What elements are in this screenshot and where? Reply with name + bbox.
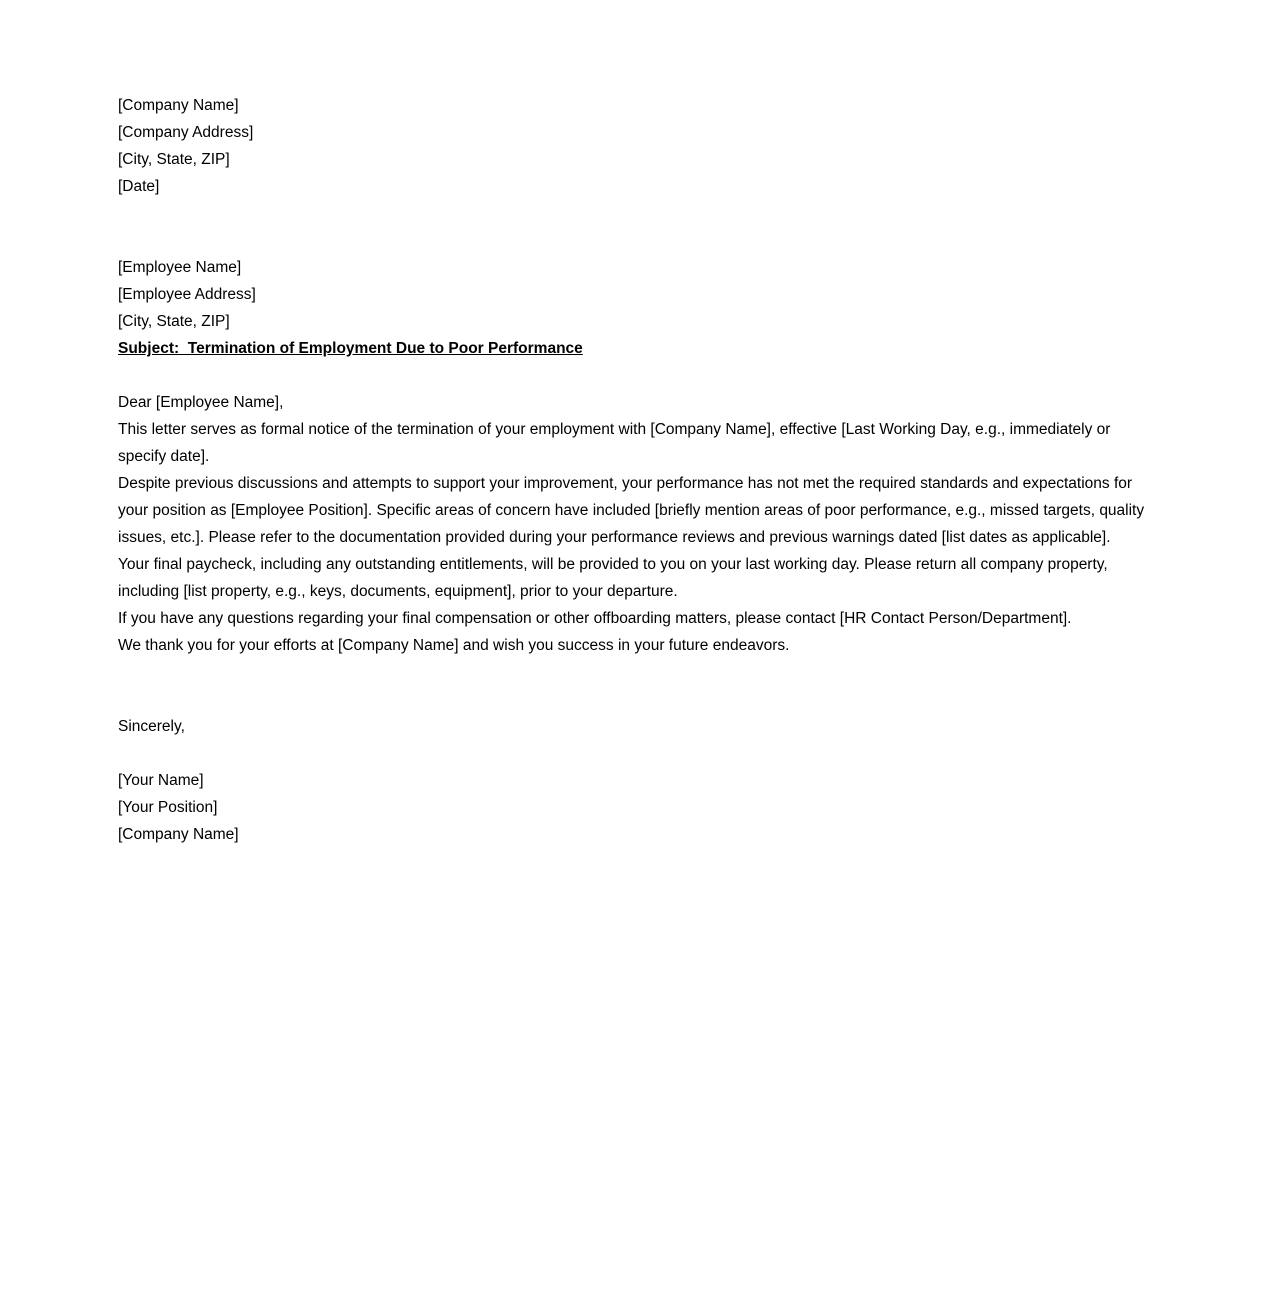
recipient-employee-name: [Employee Name] <box>118 259 242 276</box>
spacer-after-sender <box>118 200 1153 254</box>
signer-company: [Company Name] <box>118 826 239 843</box>
letter-body <box>118 92 1153 848</box>
paragraph-2: Despite previous discussions and attempts to support your improvement, your performance has not met the required standards and expectations for your position as [Employee Position]. Specific areas of concern have included [briefly mention areas of poor performance, e.g., missed targets, quality issues, etc.]. Please refer to the documentation provided during your performance reviews and previous warnings dated [list dates as applicable]. <box>118 475 1145 546</box>
closing-salutation: Sincerely, <box>118 718 185 735</box>
sender-address-block <box>118 92 1153 200</box>
letter-content <box>118 389 1153 659</box>
signer-name: [Your Name] <box>118 772 204 789</box>
sender-company-name: [Company Name] <box>118 97 239 114</box>
sender-company-address: [Company Address] <box>118 124 254 141</box>
signature-block <box>118 767 1153 848</box>
paragraph-5: We thank you for your efforts at [Company Name] and wish you success in your future endeavors. <box>118 637 790 654</box>
sender-city-state-zip: [City, State, ZIP] <box>118 151 230 168</box>
paragraph-4: If you have any questions regarding your final compensation or other offboarding matters, please contact [HR Contact Person/Department]. <box>118 610 1072 627</box>
paragraph-1: This letter serves as formal notice of the termination of your employment with [Company Name], effective [Last Working Day, e.g., immediately or specify date]. <box>118 421 1111 465</box>
spacer-after-closing <box>118 740 1153 767</box>
subject-line-row <box>118 335 1153 362</box>
recipient-address-block <box>118 254 1153 362</box>
recipient-city-state-zip: [City, State, ZIP] <box>118 313 230 330</box>
paragraph-3: Your final paycheck, including any outstanding entitlements, will be provided to you on your last working day. Please return all company property, including [list property, e.g., keys, documents, equipment], prior to your departure. <box>118 556 1108 600</box>
letter-date: [Date] <box>118 178 160 195</box>
subject-line: Subject: Termination of Employment Due to Poor Performance <box>118 340 583 357</box>
spacer-before-closing <box>118 659 1153 713</box>
spacer-after-subject <box>118 362 1153 389</box>
closing-block <box>118 713 1153 740</box>
salutation: Dear [Employee Name], <box>118 394 284 411</box>
signer-position: [Your Position] <box>118 799 218 816</box>
recipient-employee-address: [Employee Address] <box>118 286 256 303</box>
